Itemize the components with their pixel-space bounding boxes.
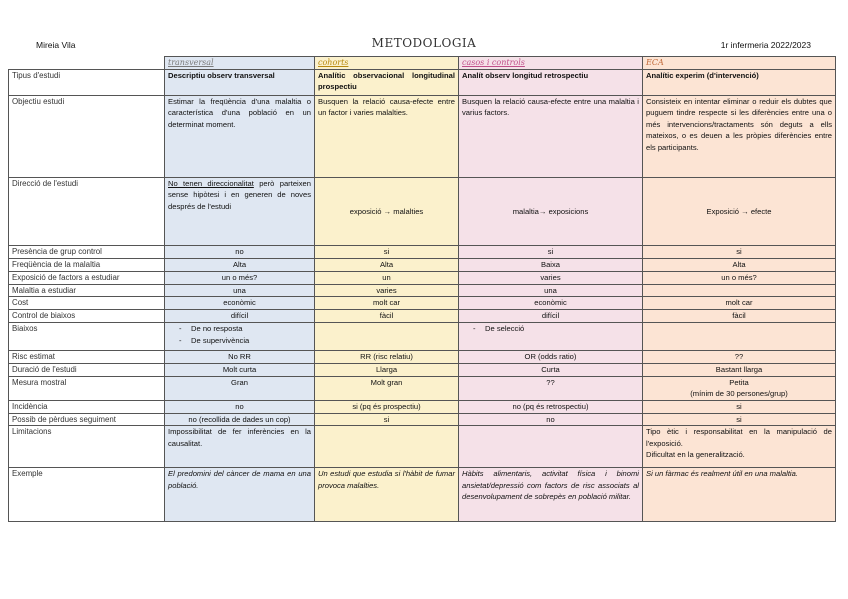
row-label: Cost	[9, 297, 165, 310]
cell	[165, 323, 315, 351]
row-incidencia	[9, 400, 836, 413]
sample-size: Petita	[729, 377, 749, 387]
corner-cell	[9, 57, 165, 70]
course-label: 1r infermeria 2022/2023	[720, 40, 811, 50]
cell: ??	[459, 376, 643, 400]
cell: difícil	[459, 310, 643, 323]
cell	[459, 323, 643, 351]
cell	[643, 284, 836, 297]
cell: varies	[315, 284, 459, 297]
bias-item: - De selecció	[471, 323, 639, 334]
cell: si (pq és prospectiu)	[315, 400, 459, 413]
row-exemple	[9, 468, 836, 522]
cell: malaltia→ exposicions	[459, 178, 643, 246]
row-label: Limitacions	[9, 426, 165, 468]
cell: una	[165, 284, 315, 297]
row-label: Mesura mostral	[9, 376, 165, 400]
cell	[165, 178, 315, 246]
cell: no	[459, 413, 643, 426]
row-label: Freqüència de la malaltia	[9, 258, 165, 271]
cell: no	[165, 246, 315, 259]
cell: fàcil	[315, 310, 459, 323]
row-label: Duració de l'estudi	[9, 364, 165, 377]
row-label: Incidència	[9, 400, 165, 413]
cell: Gran	[165, 376, 315, 400]
cell: Llarga	[315, 364, 459, 377]
cell: varies	[459, 271, 643, 284]
row-risc	[9, 351, 836, 364]
cell: no (recollida de dades un cop)	[165, 413, 315, 426]
cell: econòmic	[459, 297, 643, 310]
cell: No RR	[165, 351, 315, 364]
cell: un o més?	[643, 271, 836, 284]
cell: Analít observ longitud retrospectiu	[459, 70, 643, 96]
cell: si	[315, 413, 459, 426]
cell: Bastant llarga	[643, 364, 836, 377]
page-title: METODOLOGIA	[371, 36, 477, 50]
row-label: Malaltia a estudiar	[9, 284, 165, 297]
cell: un	[315, 271, 459, 284]
cell: Un estudi que estudia si l'hàbit de fumar provoca malalties.	[315, 468, 459, 522]
row-perdues	[9, 413, 836, 426]
cell: si	[315, 246, 459, 259]
cell: Busquen la relació causa-efecte entre una malaltia i varius factors.	[459, 96, 643, 178]
col-header-transversal: transversal	[165, 57, 315, 70]
col-header-cohorts: cohorts	[315, 57, 459, 70]
cell: Hàbits alimentaris, activitat física i binomi ansietat/depressió com factors de risc associats al desenvolupament de sobrepès en població militar.	[459, 468, 643, 522]
row-objectiu	[9, 96, 836, 178]
row-malaltia	[9, 284, 836, 297]
row-label: Objectiu estudi	[9, 96, 165, 178]
cell: un o més?	[165, 271, 315, 284]
cell	[643, 426, 836, 468]
cell: una	[459, 284, 643, 297]
cell: no (pq és retrospectiu)	[459, 400, 643, 413]
direction-rest: però parteixen sense hipòtesi i en generen de noves després de l'estudi	[168, 179, 311, 211]
cell: Curta	[459, 364, 643, 377]
row-cost	[9, 297, 836, 310]
row-label: Exposició de factors a estudiar	[9, 271, 165, 284]
cell: Molt gran	[315, 376, 459, 400]
cell: Si un fàrmac és realment útil en una malaltia.	[643, 468, 836, 522]
cell: Estimar la freqüència d'una malaltia o característica d'una població en un determinat moment.	[165, 96, 315, 178]
cell	[643, 376, 836, 400]
row-label: Biaixos	[9, 323, 165, 351]
sample-size-note: (mínim de 30 persones/grup)	[690, 389, 788, 399]
row-mesura	[9, 376, 836, 400]
col-header-eca: ECA	[643, 57, 836, 70]
row-label: Possib de pèrdues seguiment	[9, 413, 165, 426]
row-durada	[9, 364, 836, 377]
row-limitacions	[9, 426, 836, 468]
row-direccio	[9, 178, 836, 246]
cell: exposició → malalties	[315, 178, 459, 246]
row-biaixos	[9, 323, 836, 351]
cell: Descriptiu observ transversal	[165, 70, 315, 96]
cell: ??	[643, 351, 836, 364]
row-biaixos-control	[9, 310, 836, 323]
cell	[643, 323, 836, 351]
author-name: Mireia Vila	[36, 40, 76, 50]
limitation-item: Tipo ètic i responsabilitat en la manipulació de l'exposició.	[646, 427, 832, 448]
row-label: Tipus d'estudi	[9, 70, 165, 96]
cell: Busquen la relació causa-efecte entre un factor i varies malalties.	[315, 96, 459, 178]
row-label: Direcció de l'estudi	[9, 178, 165, 246]
cell	[315, 323, 459, 351]
cell	[459, 426, 643, 468]
cell	[315, 426, 459, 468]
cell: molt car	[643, 297, 836, 310]
cell: Impossibilitat de fer inferències en la causalitat.	[165, 426, 315, 468]
cell: Exposició → efecte	[643, 178, 836, 246]
row-label: Risc estimat	[9, 351, 165, 364]
methodology-table	[8, 56, 836, 522]
direction-underlined: No tenen direccionalitat	[168, 179, 254, 188]
cell: si	[459, 246, 643, 259]
bias-item: - De supervivència	[177, 335, 311, 346]
bias-item: - De no resposta	[177, 323, 311, 334]
row-frequencia	[9, 258, 836, 271]
cell: Consisteix en intentar eliminar o reduir els dubtes que puguem tindre respecte si les diferències entre una o més intervencions/tractaments són deguts a ells mateixos, o es deuen a les pròpies diferències entre els participants.	[643, 96, 836, 178]
cell: econòmic	[165, 297, 315, 310]
cell: RR (risc relatiu)	[315, 351, 459, 364]
row-tipus	[9, 70, 836, 96]
cell: El predomini del càncer de mama en una població.	[165, 468, 315, 522]
row-grup	[9, 246, 836, 259]
cell: Alta	[165, 258, 315, 271]
row-label: Exemple	[9, 468, 165, 522]
cell: no	[165, 400, 315, 413]
cell: Analític experim (d'intervenció)	[643, 70, 836, 96]
cell: difícil	[165, 310, 315, 323]
cell: Alta	[643, 258, 836, 271]
cell: OR (odds ratio)	[459, 351, 643, 364]
cell: Baixa	[459, 258, 643, 271]
cell: fàcil	[643, 310, 836, 323]
cell: si	[643, 413, 836, 426]
row-label: Presència de grup control	[9, 246, 165, 259]
cell: si	[643, 400, 836, 413]
header-row	[9, 57, 836, 70]
cell: molt car	[315, 297, 459, 310]
cell: Molt curta	[165, 364, 315, 377]
col-header-casos-controls: casos i controls	[459, 57, 643, 70]
cell: si	[643, 246, 836, 259]
row-label: Control de biaixos	[9, 310, 165, 323]
cell: Analític observacional longitudinal prospectiu	[315, 70, 459, 96]
limitation-item: Dificultat en la generalització.	[646, 450, 745, 460]
cell: Alta	[315, 258, 459, 271]
row-exposicio	[9, 271, 836, 284]
